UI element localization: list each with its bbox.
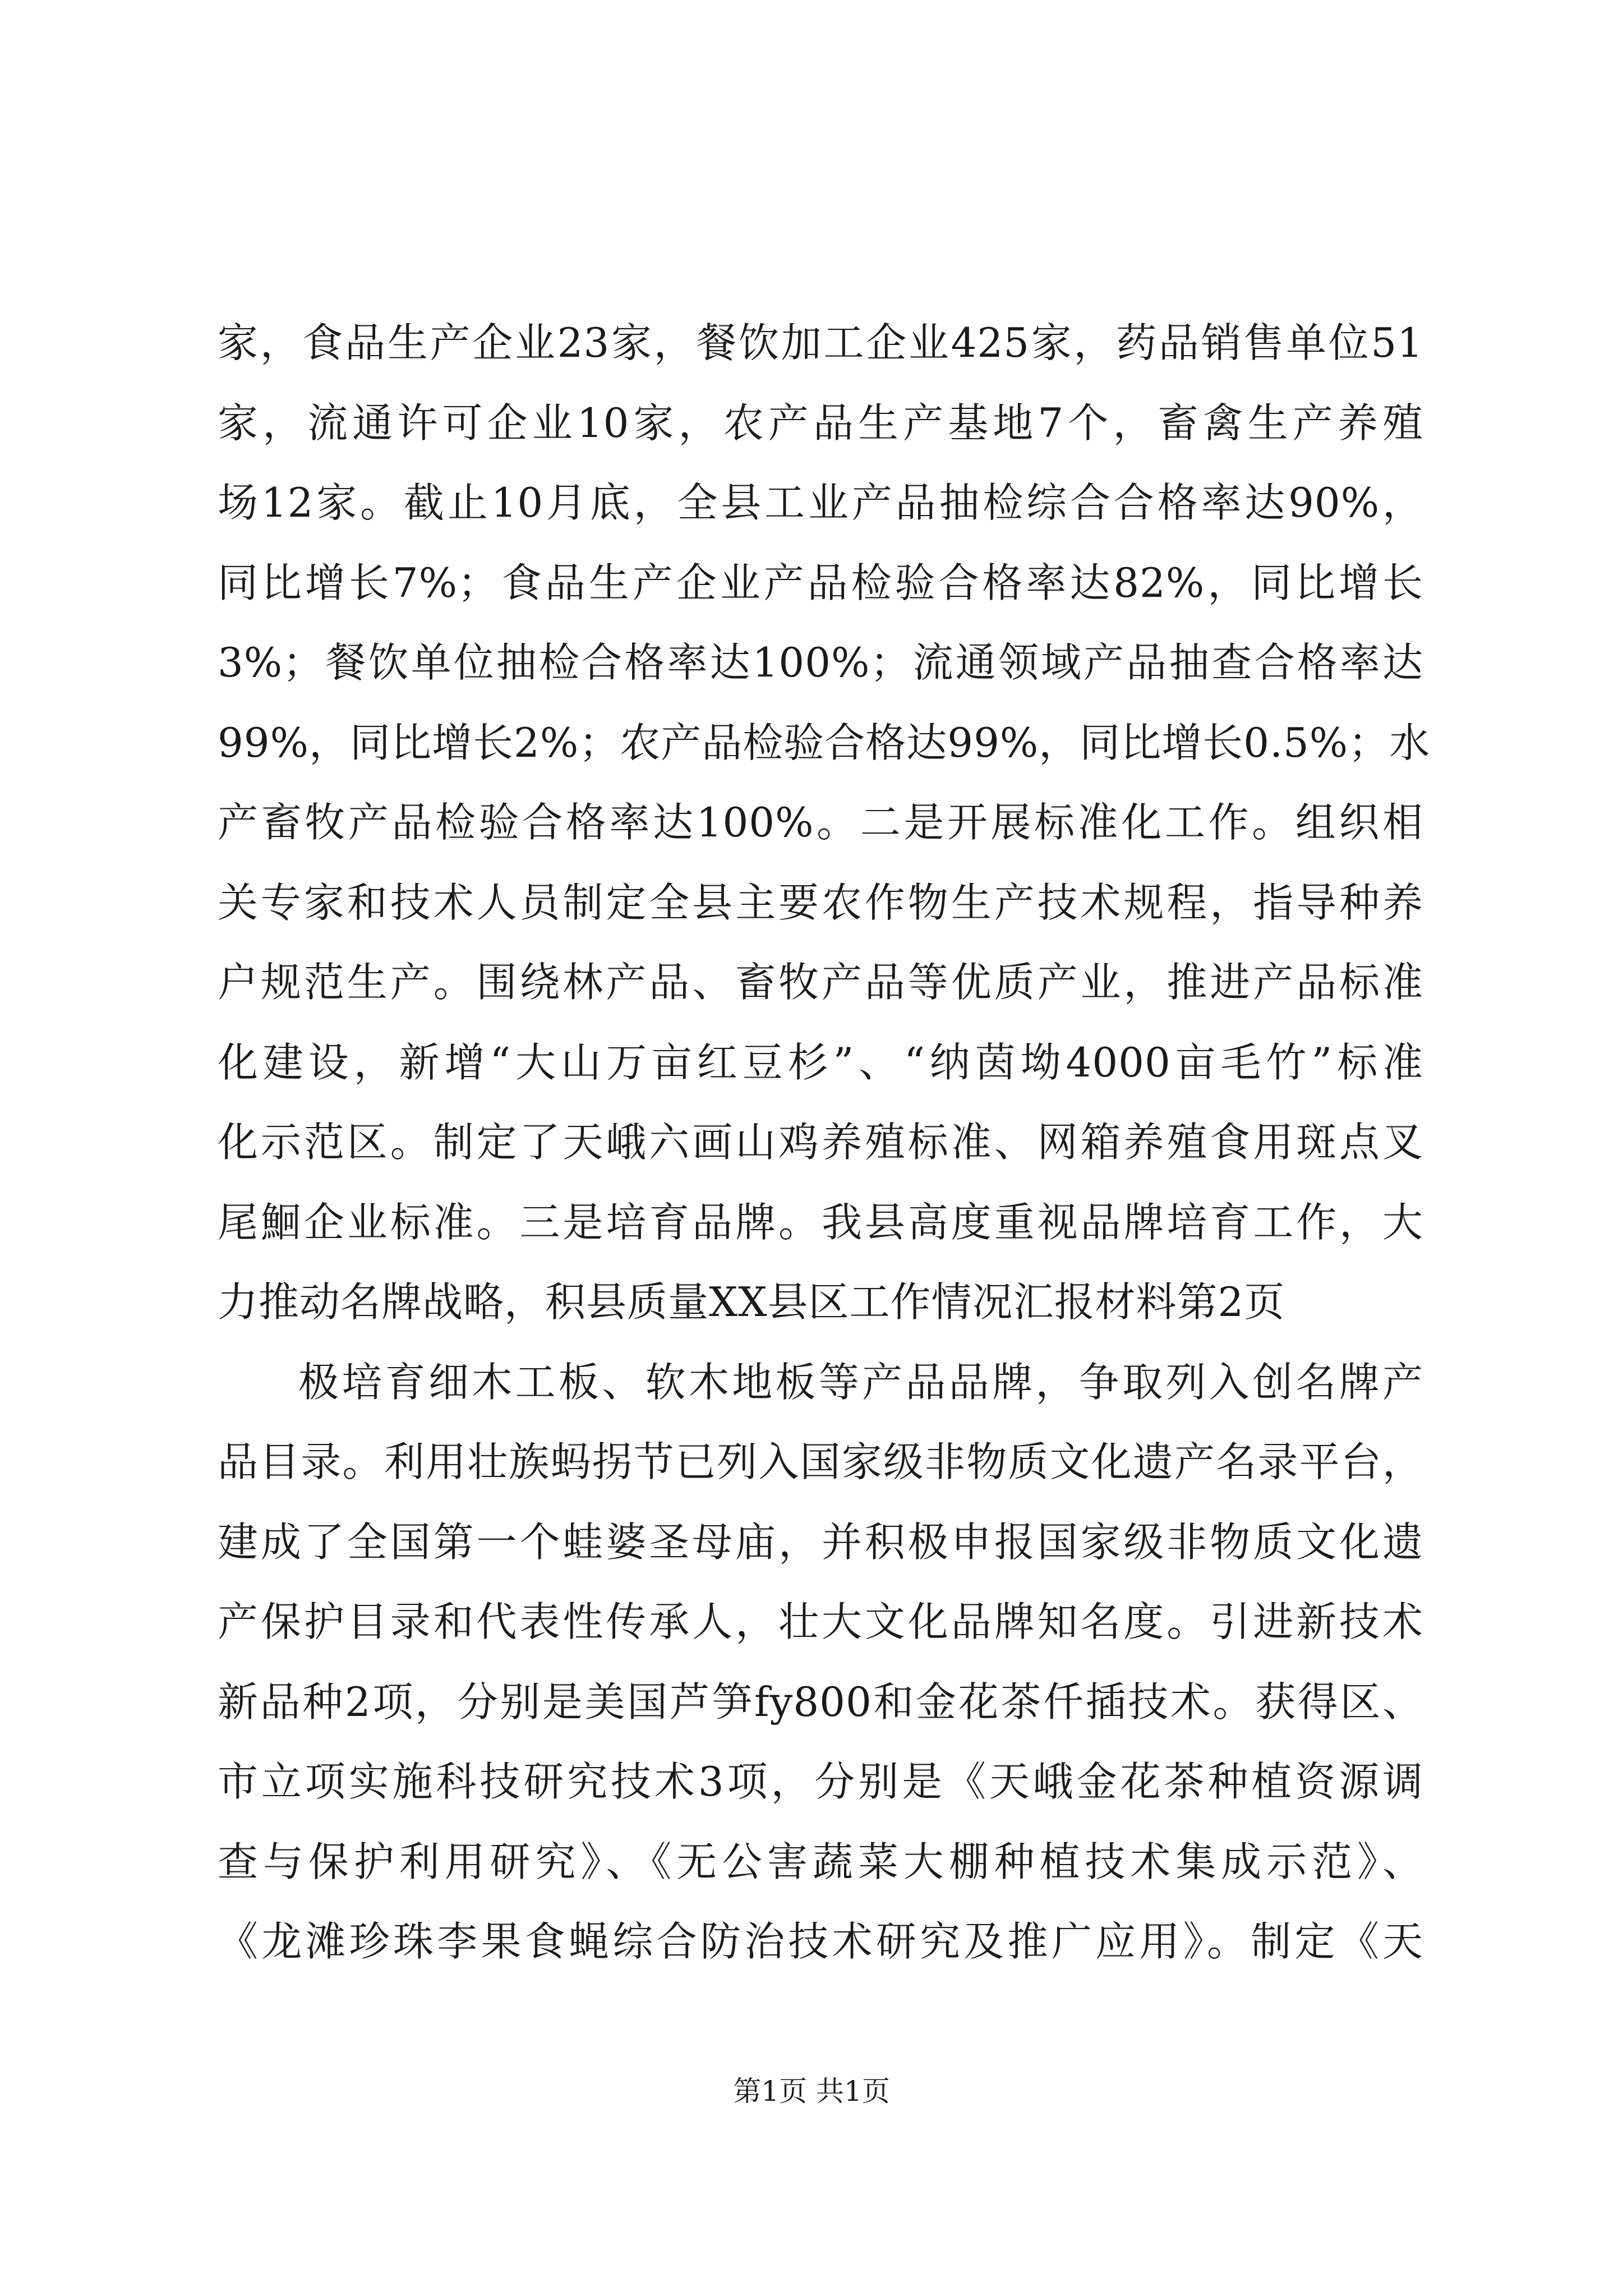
page-number-label: 第1页 共1页	[733, 2075, 890, 2108]
text-line-4: 同比增长7%；食品生产企业产品检验合格率达82%，同比增长	[218, 559, 1423, 606]
paragraph-start-line: 极培育细木工板、软木地板等产品品牌，争取列入创名牌产	[298, 1358, 1423, 1406]
text-line-20: 查与保护利用研究》、《无公害蔬菜大棚种植技术集成示范》、	[218, 1838, 1423, 1885]
text-line-21: 《龙滩珍珠李果食蝇综合防治技术研究及推广应用》。制定《天	[218, 1918, 1423, 1965]
text-line-11: 化示范区。制定了天峨六画山鸡养殖标准、网箱养殖食用斑点叉	[218, 1119, 1423, 1166]
text-line-5: 3%；餐饮单位抽检合格率达100%；流通领域产品抽查合格率达	[218, 639, 1423, 686]
text-line-10: 化建设，新增“大山万亩红豆杉”、“纳茵坳4000亩毛竹”标准	[218, 1038, 1423, 1086]
text-line-7: 产畜牧产品检验合格率达100%。二是开展标准化工作。组织相	[218, 799, 1423, 846]
text-line-19: 市立项实施科技研究技术3项，分别是《天峨金花茶种植资源调	[218, 1758, 1423, 1805]
text-line-1: 家，食品生产企业23家，餐饮加工企业425家，药品销售单位51	[218, 319, 1423, 366]
page-footer	[0, 2074, 1623, 2108]
text-line-9: 户规范生产。围绕林产品、畜牧产品等优质产业，推进产品标准	[218, 959, 1423, 1006]
text-line-3: 场12家。截止10月底，全县工业产品抽检综合合格率达90%，	[218, 479, 1423, 526]
document-body	[218, 303, 1431, 1982]
text-line-15: 品目录。利用壮族蚂拐节已列入国家级非物质文化遗产名录平台，	[218, 1438, 1423, 1485]
text-line-17: 产保护目录和代表性传承人，壮大文化品牌知名度。引进新技术	[218, 1598, 1423, 1645]
text-line-18: 新品种2项，分别是美国芦笋fy800和金花茶仟插技术。获得区、	[218, 1678, 1423, 1726]
text-line-6: 99%，同比增长2%；农产品检验合格达99%，同比增长0.5%；水	[218, 719, 1431, 766]
text-line-12: 尾鮰企业标准。三是培育品牌。我县高度重视品牌培育工作，大	[218, 1198, 1423, 1246]
text-line-13: 力推动名牌战略，积县质量XX县区工作情况汇报材料第2页	[218, 1278, 1285, 1326]
text-line-8: 关专家和技术人员制定全县主要农作物生产技术规程，指导种养	[218, 878, 1423, 926]
text-line-2: 家，流通许可企业10家，农产品生产基地7个，畜禽生产养殖	[218, 399, 1423, 447]
text-line-16: 建成了全国第一个蛙婆圣母庙，并积极申报国家级非物质文化遗	[218, 1518, 1423, 1566]
